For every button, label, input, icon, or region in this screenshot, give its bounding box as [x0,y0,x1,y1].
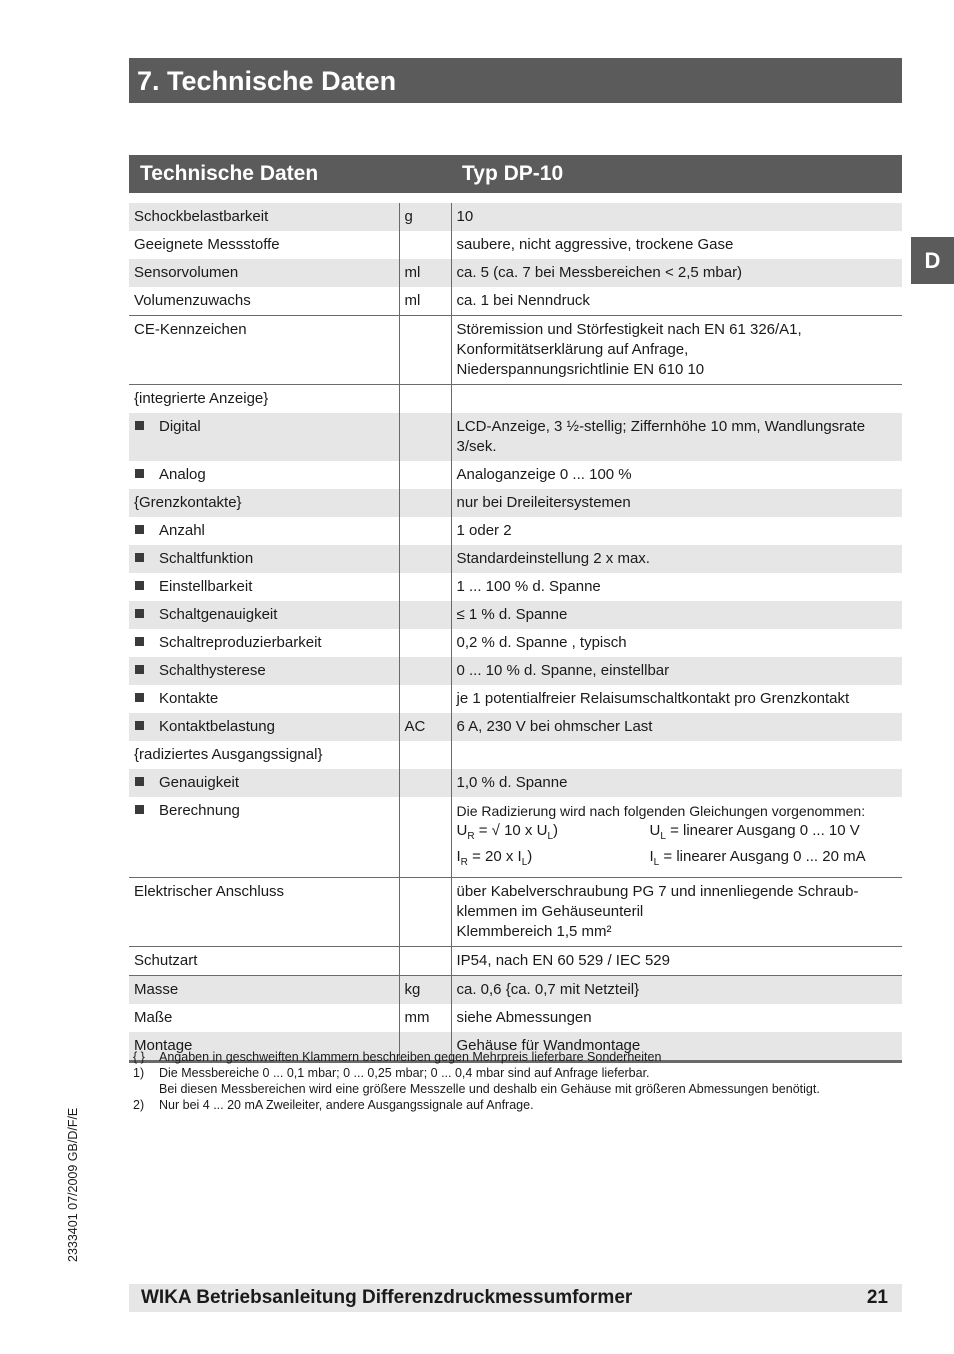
row-label-cell [129,685,399,713]
bullet-marker [135,665,144,674]
row-label-cell [129,259,399,287]
row-value-cell [451,231,902,259]
bullet-marker [135,721,144,730]
row-label-cell [129,545,399,573]
footer-title: WIKA Betriebsanleitung Differenzdruckmessumformer [141,1287,633,1308]
row-label-cell [129,1004,399,1032]
bullet-marker [135,637,144,646]
row-label-cell [129,573,399,601]
row-label: Masse [134,981,179,998]
table-row [129,573,902,601]
row-label-cell [129,797,399,878]
row-unit [399,316,451,385]
row-value-cell [451,947,902,976]
row-label: Elektrischer Anschluss [134,883,285,900]
row-label: Genauigkeit [159,774,240,791]
row-value-line: über Kabelverschraubung PG 7 und innenliegende Schraub- [456,883,859,900]
table-row [129,713,902,741]
row-label: Schalthysterese [159,662,266,679]
spec-table [129,203,902,1063]
row-value-cell [451,517,902,545]
row-unit [399,231,451,259]
row-value: nur bei Dreileitersystemen [456,494,631,511]
row-label: Kontaktbelastung [159,718,275,735]
row-label-cell [129,741,399,769]
table-row [129,976,902,1005]
bullet-marker [135,421,144,430]
row-value: Gehäuse für Wandmontage [456,1037,641,1054]
row-value-line: Niederspannungsrichtlinie EN 610 10 [456,361,705,378]
table-row [129,797,902,878]
row-value-cell [451,413,902,461]
table-header-type: Typ DP-10 [462,162,564,185]
formula: $U_R$ = √ 10 x $U_L$) [456,822,558,842]
row-value-line: klemmen im Gehäuseunteril [456,903,644,920]
table-row [129,413,902,461]
row-unit [399,769,451,797]
row-label-cell [129,878,399,947]
row-value: LCD-Anzeige, 3 ½-stellig; Ziffernhöhe 10 mm, Wandlungsrate 3/sek. [456,418,866,455]
formula-line [457,847,898,873]
row-value: saubere, nicht aggressive, trockene Gase [456,236,734,253]
row-unit [399,878,451,947]
chapter-title: 7. Technische Daten [137,66,397,96]
row-value-cell [451,657,902,685]
footnotes [133,1049,820,1113]
table-row [129,316,902,385]
page-number: 21 [866,1287,888,1308]
row-value-cell [451,601,902,629]
row-value-cell [451,741,902,769]
table-row [129,545,902,573]
footnote: Bei diesen Messbereichen wird eine größere Messzelle und deshalb ein Gehäuse mit größeren Abmessungen benötigt. [159,1082,820,1096]
row-value-line: Konformitätserklärung auf Anfrage, [456,341,689,358]
row-value-cell [451,287,902,316]
row-label-cell [129,203,399,231]
row-label-cell [129,231,399,259]
row-unit: g [399,203,451,231]
row-label: Schutzart [134,952,198,969]
language-tab[interactable]: D [911,237,954,284]
row-value-cell [451,1004,902,1032]
bullet-marker [135,525,144,534]
row-unit [399,629,451,657]
row-value-cell [451,685,902,713]
table-row [129,769,902,797]
row-label: CE-Kennzeichen [134,321,247,338]
row-value: 1 ... 100 % d. Spanne [456,578,601,595]
row-value: 0,2 % d. Spanne , typisch [456,634,627,651]
row-unit [399,517,451,545]
row-value-cell [451,713,902,741]
bullet-marker [135,469,144,478]
row-unit [399,685,451,713]
formula-line [457,821,898,847]
table-row [129,741,902,769]
row-unit [399,413,451,461]
footnote: { } Angaben in geschweiften Klammern beschreiben gegen Mehrpreis lieferbare Sonderheiten [133,1050,662,1064]
bullet-marker [135,693,144,702]
row-label: {Grenzkontakte} [134,494,242,511]
row-unit [399,489,451,517]
row-unit: ml [399,287,451,316]
footnote: 2) Nur bei 4 ... 20 mA Zweileiter, andere Ausgangssignale auf Anfrage. [133,1098,534,1112]
row-label: Maße [134,1009,173,1026]
row-unit: AC [399,713,451,741]
table-row [129,231,902,259]
table-row [129,629,902,657]
row-label: Volumenzuwachs [134,292,251,309]
row-value-cell [451,629,902,657]
formula: $U_L$ = linearer Ausgang 0 ... 10 V [649,822,860,842]
document-code: 2333401 07/2009 GB/D/F/E [66,1107,80,1262]
row-value: je 1 potentialfreier Relaisumschaltkontakt pro Grenzkontakt [456,690,850,707]
row-label-cell [129,489,399,517]
row-value: ca. 1 bei Nenndruck [456,292,590,309]
row-value: ≤ 1 % d. Spanne [456,606,568,623]
row-value-cell [451,316,902,385]
row-unit [399,385,451,414]
bullet-marker [135,553,144,562]
row-label-cell [129,461,399,489]
row-value-cell [451,878,902,947]
row-unit: mm [399,1004,451,1032]
row-label: Berechnung [159,802,240,819]
table-row [129,287,902,316]
table-row [129,601,902,629]
row-label: Schockbelastbarkeit [134,208,269,225]
row-value-cell [451,976,902,1005]
row-label: Kontakte [159,690,219,707]
table-row [129,489,902,517]
row-label: Analog [159,466,206,483]
row-value-line: Klemmbereich 1,5 mm² [456,923,612,940]
row-value: IP54, nach EN 60 529 / IEC 529 [456,952,670,969]
row-value: ca. 5 (ca. 7 bei Messbereichen < 2,5 mbar) [456,264,743,281]
table-header [129,155,902,193]
row-label: Schaltfunktion [159,550,254,567]
row-unit: kg [399,976,451,1005]
row-value: siehe Abmessungen [456,1009,592,1026]
bullet-marker [135,805,144,814]
formula: $I_L$ = linearer Ausgang 0 ... 20 mA [649,848,866,868]
row-label: Geeignete Messstoffe [134,236,280,253]
row-label: {integrierte Anzeige} [134,390,269,407]
row-value: 1 oder 2 [456,522,512,539]
row-value: 0 ... 10 % d. Spanne, einstellbar [456,662,670,679]
row-value-cell [451,203,902,231]
row-label-cell [129,385,399,414]
table-row [129,657,902,685]
row-label: Schaltreproduzierbarkeit [159,634,322,651]
table-row [129,461,902,489]
table-row [129,259,902,287]
bullet-marker [135,581,144,590]
row-unit [399,947,451,976]
bullet-marker [135,609,144,618]
row-label-cell [129,947,399,976]
row-label: Sensorvolumen [134,264,239,281]
formula: $I_R = 20$ x $I_L$) [456,848,533,868]
row-value-cell [451,489,902,517]
row-value: Analoganzeige 0 ... 100 % [456,466,632,483]
row-unit [399,601,451,629]
row-unit [399,741,451,769]
row-label-cell [129,713,399,741]
row-value-cell [451,573,902,601]
table-row [129,203,902,231]
row-value-cell [451,385,902,414]
row-label-cell [129,601,399,629]
table-header-label: Technische Daten [140,162,319,185]
row-label-cell [129,287,399,316]
table-row [129,385,902,414]
row-unit: ml [399,259,451,287]
table-row [129,947,902,976]
row-unit [399,657,451,685]
row-label: Montage [134,1037,193,1054]
row-value-cell [451,259,902,287]
row-value: Standardeinstellung 2 x max. [456,550,650,567]
table-row [129,878,902,947]
row-label-cell [129,517,399,545]
row-value-cell [451,769,902,797]
footnote: 1) Die Messbereiche 0 ... 0,1 mbar; 0 ... 0,25 mbar; 0 ... 0,4 mbar sind auf Anfrage lieferbar. [133,1066,650,1080]
row-value-cell [451,797,902,878]
row-unit [399,573,451,601]
row-value-cell [451,461,902,489]
calc-intro: Die Radizierung wird nach folgenden Gleichungen vorgenommen: [456,803,866,819]
row-value: 6 A, 230 V bei ohmscher Last [456,718,653,735]
table-row [129,1004,902,1032]
row-value-cell [451,545,902,573]
row-label: Anzahl [159,522,205,539]
row-value: ca. 0,6 {ca. 0,7 mit Netzteil} [456,981,640,998]
row-value: 1,0 % d. Spanne [456,774,568,791]
row-unit [399,461,451,489]
table-row [129,685,902,713]
row-value: 10 [456,208,474,225]
row-label-cell [129,769,399,797]
row-label: Einstellbarkeit [159,578,253,595]
row-label-cell [129,629,399,657]
row-value-line: Störemission und Störfestigkeit nach EN 61 326/A1, [456,321,802,338]
row-label-cell [129,413,399,461]
row-unit [399,545,451,573]
row-label: {radiziertes Ausgangssignal} [134,746,323,763]
chapter-title-bar [129,58,902,103]
bullet-marker [135,777,144,786]
footer-bar [129,1284,902,1312]
row-label-cell [129,976,399,1005]
row-label: Digital [159,418,201,435]
row-label-cell [129,657,399,685]
row-label-cell [129,316,399,385]
table-row [129,517,902,545]
row-label: Schaltgenauigkeit [159,606,278,623]
row-unit [399,797,451,878]
